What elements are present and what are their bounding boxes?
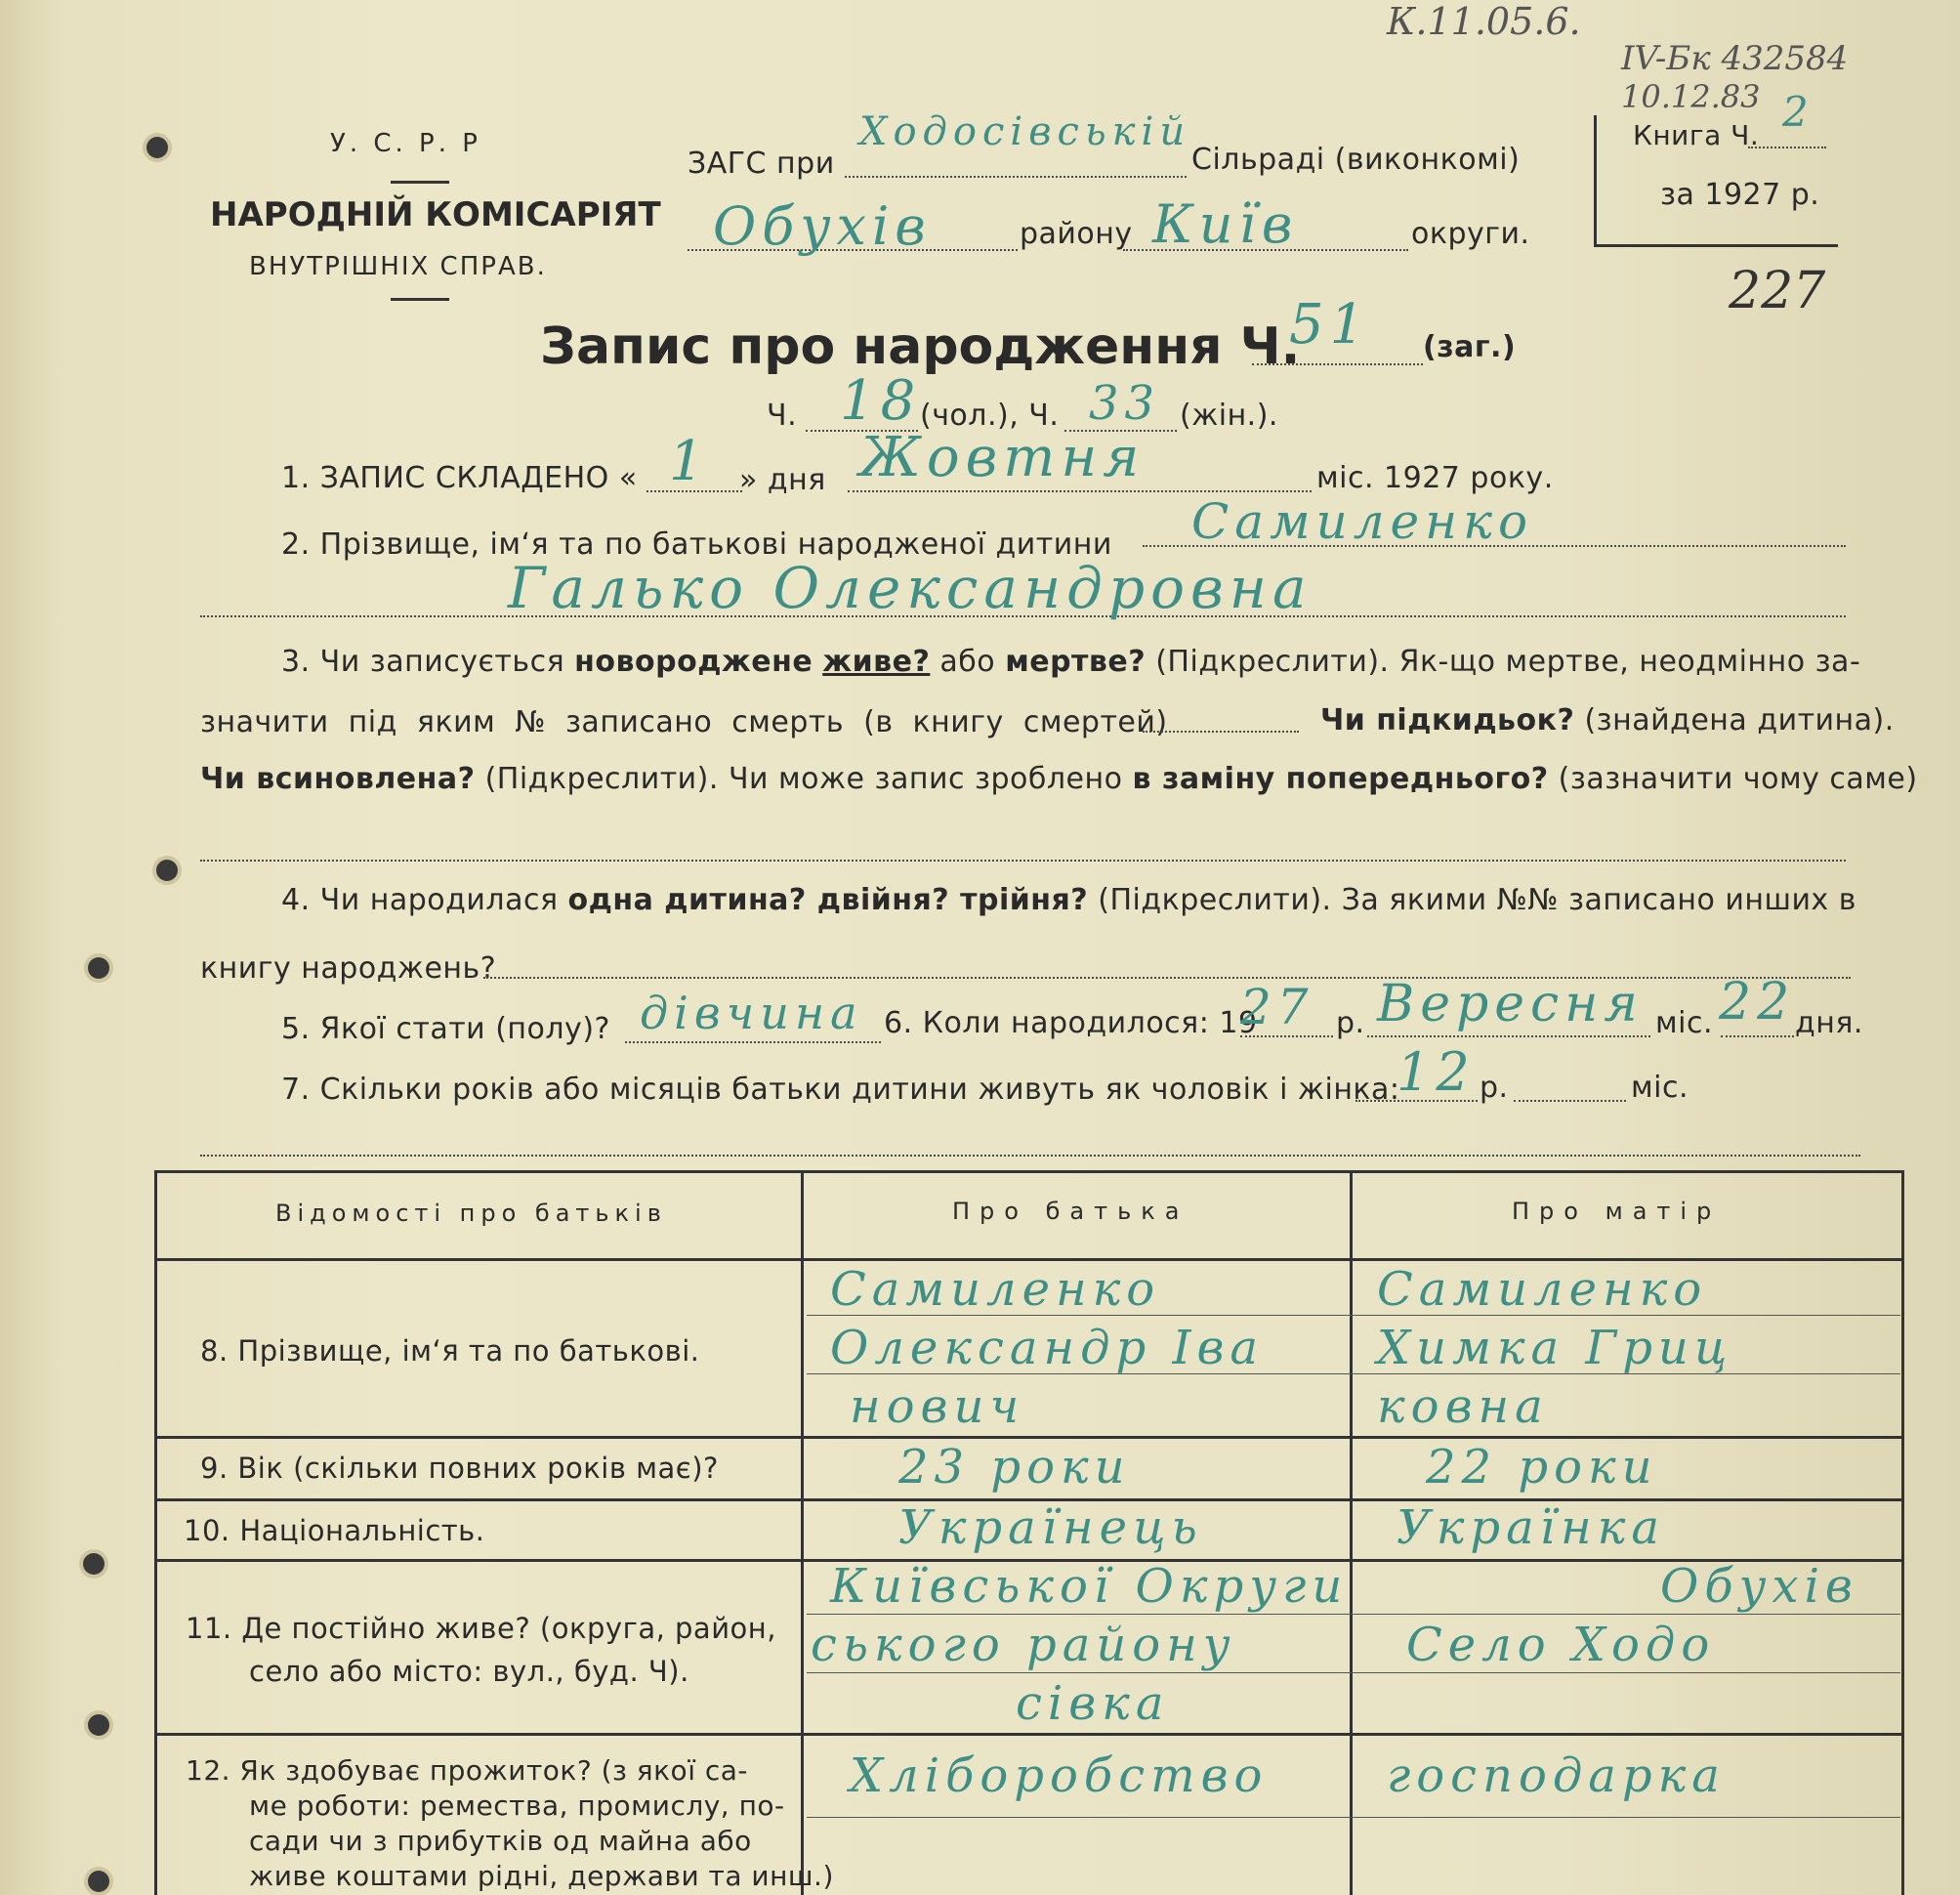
item6-month-handwritten: Вересня [1377,975,1644,1033]
item6-year-suffix: р. [1336,1006,1365,1040]
female-number-handwritten: 33 [1089,376,1161,431]
row12-label-line3: сади чи з прибутків од майна або [249,1825,752,1857]
item3-e: мертве? [1005,645,1147,679]
item2-surname-handwritten: Самиленко [1191,493,1534,550]
item2-name-handwritten: Галько Олександровна [508,555,1313,621]
archive-page-number: 227 [1729,262,1826,320]
row12-label-line4: живе коштами рідні, держави та инш.) [249,1860,834,1892]
row11-label-line1: 11. Де постійно живе? (округа, район, [186,1612,776,1645]
item3-line3-a: Чи всиновлена? [200,762,476,796]
table-left-border [154,1170,157,1895]
item3-line3-d: (зазначити чому саме) [1558,762,1918,796]
punch-hole [146,137,168,158]
row11-label-line2: село або місто: вул., буд. Ч). [249,1655,689,1688]
item3-a: 3. Чи записується [281,645,565,679]
item5-handwritten: дівчина [640,987,863,1039]
row8-mother-line3: ковна [1377,1379,1549,1434]
table-subline [807,1817,1900,1818]
commissariat-label: НАРОДНІЙ КОМІСАРІЯТ [210,195,661,234]
village-line [845,176,1187,178]
table-subline [807,1672,1900,1673]
republic-label: У. С. Р. Р [330,129,481,158]
row11-father-line3: сівка [1016,1676,1170,1731]
item3-line2-b: Чи підкидьок? [1320,703,1575,737]
item3-d: або [939,645,996,679]
record-number-line [1252,363,1423,365]
book-number-line [1748,147,1826,148]
book-year-label: за 1927 р. [1660,178,1820,212]
row8-father-line3: нович [850,1379,1025,1434]
item7-months-line [1514,1100,1626,1102]
district-label: району [1020,217,1133,251]
item1-month-handwritten: Жовтня [859,426,1146,489]
table-header-border [154,1258,1904,1261]
item6-day-line [1721,1035,1794,1037]
item6-month-suffix: міс. [1655,1006,1713,1040]
item3-line3 [200,762,1918,796]
table-header-parents: Відомості про батьків [275,1200,667,1227]
male-number-handwritten: 18 [840,369,922,433]
okrug-label: округи. [1411,217,1530,251]
item5-label: 5. Якої стати (полу)? [281,1012,610,1046]
table-divider-1 [801,1170,804,1895]
item7-extra-line [200,1155,1860,1157]
row11-mother-line1: Обухів [1660,1559,1858,1614]
record-title: Запис про народження Ч. [540,317,1301,376]
item1-label: 1. ЗАПИС СКЛАДЕНО « [281,461,638,495]
punch-hole [88,957,109,979]
item3-f: (Підкреслити). Як-що мертве, неодмінно за- [1155,645,1861,679]
row12-label-line1: 12. Як здобуває прожиток? (з якої са- [186,1754,749,1787]
item3-line2-text: значити під яким № записано смерть (в книгу смертей) [200,705,1168,739]
female-label: (жін.). [1180,399,1278,433]
table-top-border [154,1170,1904,1173]
item3-c: живе? [822,645,931,679]
item3-line1 [281,645,1860,679]
divider [391,181,449,184]
row12-father: Хліборобство [850,1748,1269,1803]
archive-note-line1: IV-Бк 432584 [1621,39,1849,78]
row11-mother-line2: Село Ходо [1406,1618,1716,1672]
item4-line1 [281,883,1856,917]
item5-line [625,1041,881,1043]
archive-code: К.11.05.6. [1387,0,1581,43]
item3-line2 [200,705,1168,739]
table-right-border [1901,1170,1904,1895]
table-row8-border [154,1436,1904,1439]
item3-death-line [1143,731,1299,733]
table-divider-2 [1350,1170,1353,1895]
row11-father-line1: Київської Округи [830,1559,1349,1614]
item1-day-handwritten: 1 [669,430,710,493]
row9-father: 23 роки [898,1440,1131,1495]
item2-label: 2. Прізвище, ім‘я та по батькові народженої дитини [281,527,1112,562]
item7-years-suffix: р. [1480,1071,1509,1105]
divider [391,298,449,301]
row8-label: 8. Прізвище, ім‘я та по батькові. [200,1334,700,1368]
okrug-handwritten: Київ [1152,193,1299,255]
item6-day-suffix: дня. [1795,1006,1863,1040]
book-box-left [1594,115,1597,247]
row8-mother-line2: Химка Гриц [1377,1321,1733,1375]
item7-months-suffix: міс. [1631,1071,1689,1105]
item1-mid-label: » дня [739,463,826,497]
book-number-handwritten: 2 [1782,88,1814,136]
department-label: ВНУТРІШНІХ СПРАВ. [249,252,547,281]
row12-mother: господарка [1387,1748,1726,1803]
item4-line [483,977,1851,979]
item3-b: новороджене [574,645,813,679]
item7-years-handwritten: 12 [1397,1041,1476,1103]
row12-label-line2: ме роботи: ремества, промислу, по- [249,1790,785,1822]
item6-year-line [1240,1035,1333,1037]
table-row11-border [154,1733,1904,1736]
item1-tail-label: міс. 1927 року. [1316,461,1554,495]
number-prefix: Ч. [767,399,798,433]
punch-hole [156,860,178,881]
item4-line2: книгу народжень? [200,951,497,986]
item3-line2-c: (знайдена дитина). [1584,703,1895,737]
item3-line3-b: (Підкреслити). Чи може запис зроблено [484,762,1123,796]
archive-note-line2: 10.12.83 [1621,78,1761,115]
row8-father-line1: Самиленко [830,1262,1161,1317]
council-label: Сільраді (виконкомі) [1191,143,1521,177]
record-number-handwritten: 51 [1289,293,1371,357]
item6-month-line [1367,1035,1650,1037]
item6-year-handwritten: 27 [1240,979,1314,1035]
row9-label: 9. Вік (скільки повних років має)? [200,1452,719,1485]
row8-father-line2: Олександр Іва [830,1321,1265,1375]
row10-father: Українець [898,1500,1203,1555]
book-label: Книга Ч. [1633,119,1760,151]
item7-label: 7. Скільки років або місяців батьки дитини живуть як чоловік і жінка: [281,1073,1400,1107]
table-subline [807,1614,1900,1615]
male-label: (чол.), Ч. [920,399,1060,433]
row9-mother: 22 роки [1426,1440,1658,1495]
row8-mother-line1: Самиленко [1377,1262,1708,1317]
item3-line3-c: в заміну попереднього? [1132,762,1549,796]
book-box-bottom [1594,244,1838,247]
table-header-father: Про батька [952,1198,1189,1225]
item1-month-line [848,490,1312,492]
punch-hole [88,1714,109,1736]
district-handwritten: Обухів [713,195,932,257]
table-header-mother: Про матір [1512,1198,1722,1225]
row11-father-line2: ського району [811,1618,1236,1672]
zags-label: ЗАГС при [688,147,835,181]
row10-label: 10. Національність. [184,1514,485,1547]
row10-mother: Українка [1397,1500,1665,1555]
item3-reason-line [200,860,1846,862]
punch-hole [83,1553,104,1575]
item6-day-handwritten: 22 [1719,973,1796,1032]
item4-b: одна дитина? двійня? трійня? [567,883,1089,917]
punch-hole [88,1871,109,1892]
item4-c: (Підкреслити). За якими №№ записано инших в [1098,883,1856,917]
village-handwritten: Ходосівській [859,109,1191,154]
item6-label: 6. Коли народилося: 19 [884,1006,1258,1040]
item3-line2-right [1320,703,1895,737]
record-number-suffix: (заг.) [1423,330,1517,364]
item4-a: 4. Чи народилася [281,883,559,917]
